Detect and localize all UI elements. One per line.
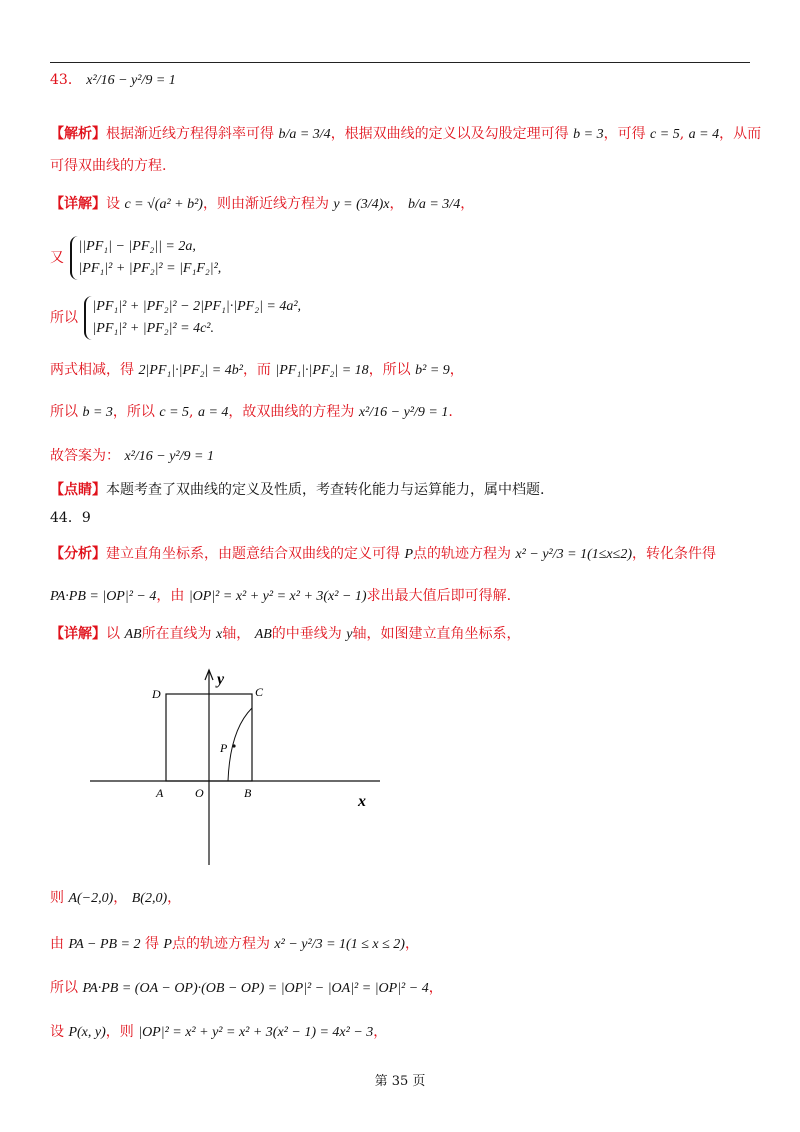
label-d: D — [152, 687, 161, 701]
q44-then: 则 — [50, 890, 64, 906]
q44-detail-text2: 所在直线为 — [141, 626, 212, 642]
q44-analysis-eq: x² − y²/3 = 1(1≤x≤2) — [515, 547, 632, 562]
q43-c5: c = 5 — [159, 405, 190, 420]
q43-detail-asym: y = (3/4)x — [333, 197, 390, 212]
q44-dot-eq: PA·PB = |OP|² − 4 — [50, 589, 157, 604]
q44-op-eq: |OP|² = x² + y² = x² + 3(x² − 1) — [188, 589, 367, 604]
q43-sys1-line1: ||PF₁| − |PF₂|| = 2a, — [78, 239, 196, 254]
q43-analysis-text3: ，可得 — [603, 126, 646, 142]
q43-again: 又 — [50, 250, 64, 266]
q44-analysis-text4: ，由 — [156, 588, 185, 604]
q43-analysis-text1: 根据渐近线方程得斜率可得 — [106, 126, 274, 142]
q43-detail-tag: 【详解】 — [50, 196, 106, 212]
q43-answer-eq: x²/16 − y²/9 = 1 — [124, 449, 214, 464]
q44-ab: AB — [124, 627, 142, 642]
q43-detail-c: c = √(a² + b²) — [124, 197, 203, 212]
q43-comment-tag: 【点睛】 — [50, 482, 106, 498]
q44-get: 得 — [144, 936, 159, 952]
q44-from: 由 — [50, 936, 64, 952]
q43-analysis-line2 — [50, 156, 750, 176]
q44-ab2: AB — [254, 627, 272, 642]
label-y: y — [217, 671, 225, 688]
q43-analysis-c: c = 5 — [650, 127, 680, 142]
top-rule — [50, 62, 750, 63]
q44-analysis-text1: 建立直角坐标系，由题意结合双曲线的定义可得 — [106, 546, 400, 562]
page-footer: 第 35 页 — [374, 1074, 426, 1089]
q44-detail-tag: 【详解】 — [50, 626, 106, 642]
label-b: B — [244, 786, 252, 800]
q44-vec-eq: PA·PB = (OA − OP)·(OB − OP) = |OP|² − |OA|² = |OP|² − 4 — [82, 981, 429, 996]
q44-points-line: 则 A(−2,0)， B(2,0)， — [50, 890, 182, 906]
q43-answer: x²/16 − y²/9 = 1 — [86, 73, 176, 88]
coordinate-diagram — [80, 660, 400, 870]
q44-diff-eq: PA − PB = 2 — [68, 937, 141, 952]
q44-analysis-line1 — [50, 544, 750, 565]
q43-sys1-line2: |PF₁|² + |PF₂|² = |F₁F₂|², — [78, 261, 222, 276]
q44-header — [50, 508, 750, 528]
q43-answer-line — [50, 446, 750, 467]
label-c: C — [255, 685, 264, 699]
q43-detail-line1: 【详解】设 c = √(a² + b²)，则由渐近线方程为 y = (3/4)x， b/a = 3/4， — [50, 196, 475, 212]
label-x: x — [358, 793, 366, 810]
q43-system1 — [50, 236, 750, 280]
q44-analysis-text3: ，转化条件得 — [631, 546, 716, 562]
q43-so3: ，所以 — [112, 404, 155, 420]
q44-number: 44．9 — [50, 510, 91, 526]
q43-analysis-b: b = 3 — [573, 127, 604, 142]
q44-locus-text: 点的轨迹方程为 — [171, 936, 270, 952]
q43-analysis-line1: 【解析】根据渐近线方程得斜率可得 b/a = 3/4，根据双曲线的定义以及勾股定理可得 b = 3，可得 c = 5, a = 4，从而 — [50, 126, 762, 142]
q43-subtract-line: 两式相减，得 2|PF₁|·|PF₂| = 4b²，而 |PF₁|·|PF₂| = 18，所以 b² = 9， — [50, 362, 464, 378]
q43-system2-brace — [84, 296, 301, 340]
q43-detail-ratio: b/a = 3/4 — [407, 197, 461, 212]
q44-point-a: A(−2,0) — [68, 891, 114, 906]
q44-analysis-p: P — [404, 547, 414, 562]
q43-analysis-text2: ，根据双曲线的定义以及勾股定理可得 — [330, 126, 569, 142]
q43-analysis-text4: ，从而 — [719, 126, 762, 142]
q44-then2: ，则 — [105, 1024, 134, 1040]
q43-number: 43． — [50, 72, 82, 88]
q44-final-line: 设 P(x, y)，则 |OP|² = x² + y² = x² + 3(x² − 1) = 4x² − 3， — [50, 1024, 388, 1040]
q43-conclude-line: 所以 b = 3，所以 c = 5, a = 4，故双曲线的方程为 x²/16 − y²/9 = 1. — [50, 404, 453, 420]
q43-detail-text1: ，则由渐近线方程为 — [202, 196, 329, 212]
q44-xaxis: x — [216, 627, 223, 642]
q43-subtract-text2: ，而 — [242, 362, 271, 378]
q43-subtract-eq: 2|PF₁|·|PF₂| = 4b² — [138, 363, 243, 378]
q43-system2 — [50, 296, 750, 340]
q43-analysis-text5: 可得双曲线的方程. — [50, 158, 167, 174]
q44-detail-text1: 以 — [106, 626, 120, 642]
q43-subtract-b2: b² = 9 — [415, 363, 450, 378]
label-p: P — [220, 741, 228, 755]
q43-detail-set: 设 — [106, 196, 120, 212]
q43-comment-line — [50, 480, 750, 500]
q44-so: 所以 — [50, 980, 78, 996]
q43-so2: 所以 — [50, 404, 78, 420]
label-o: O — [195, 786, 204, 800]
q44-analysis-text5: 求出最大值后即可得解. — [366, 588, 512, 604]
q43-system1-brace — [70, 236, 221, 280]
q44-vector-line: 所以 PA·PB = (OA − OP)·(OB − OP) = |OP|² − |OA|² = |OP|² − 4， — [50, 980, 443, 996]
point-p-dot — [232, 744, 235, 747]
q43-analysis-frac: b/a = 3/4 — [278, 127, 331, 142]
q44-locus-eq: x² − y²/3 = 1(1 ≤ x ≤ 2) — [274, 937, 405, 952]
q43-analysis-tag: 【解析】 — [50, 126, 106, 142]
q43-sys2-line1: |PF₁|² + |PF₂|² − 2|PF₁|·|PF₂| = 4a², — [92, 299, 302, 314]
q43-so: 所以 — [50, 310, 78, 326]
q44-analysis-tag: 【分析】 — [50, 546, 106, 562]
q44-p2: P — [163, 937, 172, 952]
q43-subtract-eq2: |PF₁|·|PF₂| = 18 — [275, 363, 369, 378]
q43-comment-text: 本题考查了双曲线的定义及性质，考查转化能力与运算能力，属中档题. — [106, 482, 545, 498]
q44-op-final: |OP|² = x² + y² = x² + 3(x² − 1) = 4x² − 3 — [138, 1025, 374, 1040]
q44-analysis-text2: 点的轨迹方程为 — [413, 546, 512, 562]
q44-detail-text3: 轴， — [222, 626, 251, 642]
q44-detail-text4: 的中垂线为 — [271, 626, 342, 642]
q43-analysis-a: a = 4 — [688, 127, 720, 142]
q43-subtract-text1: 两式相减，得 — [50, 362, 134, 378]
q44-yaxis: y — [346, 627, 353, 642]
q43-conclude: ，故双曲线的方程为 — [228, 404, 355, 420]
q44-detail-text5: 轴，如图建立直角坐标系， — [352, 626, 521, 642]
q43-final-eq: x²/16 − y²/9 = 1 — [358, 405, 449, 420]
q43-subtract-text3: ，所以 — [368, 362, 411, 378]
q43-header — [50, 70, 750, 91]
q44-detail-line1 — [50, 624, 750, 645]
q44-locus-line: 由 PA − PB = 2 得 P点的轨迹方程为 x² − y²/3 = 1(1 ≤ x ≤ 2)， — [50, 936, 419, 952]
q44-let: 设 — [50, 1024, 64, 1040]
q43-answer-label: 故答案为： — [50, 448, 120, 464]
q43-sys2-line2: |PF₁|² + |PF₂|² = 4c². — [92, 321, 214, 336]
q44-analysis-line2 — [50, 586, 750, 607]
hyperbola-arc — [228, 708, 252, 781]
q44-point-b: B(2,0) — [131, 891, 168, 906]
q43-a4: a = 4 — [197, 405, 229, 420]
label-a: A — [156, 786, 164, 800]
q44-p-xy: P(x, y) — [68, 1025, 106, 1040]
q43-b3: b = 3 — [82, 405, 113, 420]
